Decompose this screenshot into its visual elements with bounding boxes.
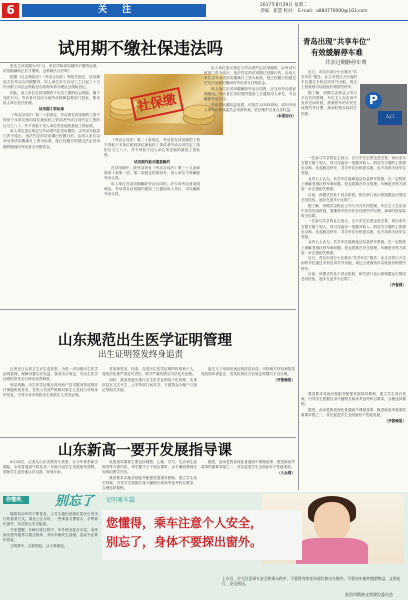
article1-column-2 bbox=[104, 138, 200, 308]
article3-credit: （大众网） bbox=[277, 470, 295, 475]
divider bbox=[0, 437, 296, 438]
paragraph: 用人单位在试用期解除劳动合同的，应当向劳动者说明理由。劳动者在试用期内提前三日通知用人单位，可以解除劳动合同。 bbox=[204, 87, 296, 102]
email-line: E-mail：a884770000@163.com bbox=[297, 9, 368, 14]
paragraph: 对违规签发、伪造、变造出生医学证明的机构和个人，将依法依规严肃追究责任，情节严重的移交司法机关处理。 bbox=[102, 367, 197, 377]
ad-footer: 上车后，应当注意乘车安全和乘车秩序，不要将身体任何部位伸出车窗外，不要向车窗外抛洒物品，文明出行，安全到达。 bbox=[222, 576, 401, 586]
paragraph: 《劳动合同法》第二十条规定，劳动者在试用期的工资不得低于本单位相同岗位最低档工资或者劳动合同约定工资的百分之八十，并不得低于用人单位所在地的最低工资标准。 bbox=[3, 113, 100, 128]
paragraph: 据悉，此举是我省深化普通高中课程改革、推进新高考改革的重要举措之一，旨在促进学生全面而有个性地发展。 bbox=[301, 407, 406, 418]
paragraph: 发展指导课程主要包括理想、心理、学习、生活和生涯规划等方面内容，每学期不少于规定课时，由专兼职教师共同承担教学任务。 bbox=[102, 460, 197, 475]
paragraph: 新生儿父母如发现证明信息有误，可持相关材料到原签发机构申请更正，签发机构应当在规定时限内予以办理。 bbox=[201, 367, 295, 377]
page-number: 6 bbox=[2, 3, 19, 18]
paragraph: 8月28日，记者从山东省教育厅获悉，自今年秋季新学期起，全省普通高中将在高一年级开设学生发展指导课程，帮助学生更好地认识自我、规划未来。 bbox=[3, 460, 98, 475]
paragraph: 据了解，该模式由物业公司与平台共同管理，车位主人在应用中发布空闲时段，需要停车的市民在线预约并付费，离场时按实际时长结算。 bbox=[301, 203, 406, 218]
paragraph: 近日，青岛市部分小区推出“共享车位”服务，业主可将白天空闲的车位通过手机应用对外出租，周边上班族则可以较低价格预约停车。 bbox=[301, 70, 357, 90]
paragraph: 《劳动合同法》第二十条规定，劳动者在试用期的工资不得低于本单位相同岗位最低档工资或者劳动合同约定工资的百分之八十，并不得低于用人单位所在地的最低工资标准。 bbox=[104, 138, 200, 158]
article3-column-2 bbox=[102, 460, 197, 490]
paragraph: 根据《社会保险法》《劳动合同法》等相关规定，试用期包含在劳动合同期限内，用人单位应当自用工之日起三十日内为职工向社会保险经办机构申请办理社会保险登记。 bbox=[3, 74, 100, 90]
paragraph: 据了解，该模式由物业公司与平台共同管理，车位主人在应用中发布空闲时段，需要停车的市民在线预约并付费，离场时按实际时长结算。 bbox=[301, 91, 357, 116]
sidebar-subhead: 共享过剩静停车费 bbox=[325, 60, 367, 66]
parking-sign-icon: P bbox=[365, 92, 382, 109]
paragraph: 规定明确，出生医学证明由具有助产技术服务资质的医疗保健机构签发，签发人员须严格核对新生儿及其父母的身份信息，不得为非本机构出生的新生儿签发证明。 bbox=[3, 382, 98, 398]
paragraph: 近日，青岛市部分小区推出“共享车位”服务，业主可将白天空闲的车位通过手机应用对外出租，周边上班族则可以较低价格预约停车。 bbox=[301, 256, 406, 271]
section-banner bbox=[22, 4, 206, 17]
article1-column-1 bbox=[3, 64, 100, 308]
child-shirt bbox=[296, 538, 368, 564]
slogan-panel bbox=[102, 510, 302, 560]
article2-subhead: 出生证明签发终身追责 bbox=[98, 350, 184, 360]
paragraph: 目前，该模式仍处于试点阶段，相关部门表示将根据运行情况总结经验，逐步在更多小区推广。 bbox=[301, 192, 406, 203]
paragraph: 据悉，此举是我省深化普通高中课程改革、推进新高考改革的重要举措之一，旨在促进学生全面而有个性地发展。 bbox=[201, 460, 295, 470]
divider bbox=[0, 309, 296, 310]
article3-headline: 山东新高一要开发展指导课 bbox=[58, 442, 232, 459]
sidebar-headline-2: 有效缓解停车难 bbox=[311, 48, 363, 57]
sidebar-column bbox=[301, 156, 406, 388]
header-divider bbox=[0, 20, 408, 21]
article1-column-3 bbox=[204, 66, 296, 308]
sidebar-column-bottom bbox=[301, 392, 406, 490]
article2-column-2 bbox=[102, 367, 197, 436]
article2-credit: （齐鲁晚报） bbox=[273, 377, 295, 382]
paragraph: 文明乘车，从我做起，从小事做起。 bbox=[10, 543, 68, 548]
paragraph: 目前，该模式仍处于试点阶段，相关部门表示将根据运行情况总结经验，逐步在更多小区推广。 bbox=[301, 272, 406, 282]
divider bbox=[0, 62, 296, 63]
article1-headline: 试用期不缴社保违法吗 bbox=[58, 39, 223, 58]
ad-tag: 你懂得， bbox=[3, 496, 29, 504]
section-title: 关 注 bbox=[98, 5, 138, 15]
paragraph: 业内人士认为，共享车位能够盘活存量停车资源，在一定程度上缓解老城区停车难问题，但也需要在安全管理、车辆进出等方面进一步完善相关制度。 bbox=[301, 240, 406, 255]
sidebar-headline-1: 青岛出现“共享车位” bbox=[303, 37, 371, 46]
paragraph: 劳动者如遇权益受损，可拨打12333咨询，或向劳动人事争议仲裁委员会申请仲裁，依法维护自身合法权益。 bbox=[204, 102, 296, 113]
ad-slogan-1: 您懂得，乘车注意个人安全， bbox=[106, 516, 263, 530]
paragraph: 用人单位在试用期解除劳动合同的，应当向劳动者说明理由。劳动者在试用期内提前三日通知用人单位，可以解除劳动合同。 bbox=[104, 181, 200, 196]
article3-column-3 bbox=[201, 460, 295, 490]
section-subtitle: 试用期工资标准 bbox=[38, 107, 65, 112]
paragraph: 同时，我省将逐步推行出生医学证明电子化管理，实现信息在卫生计生、公安等部门间共享，方便群众办理户口登记等相关手续。 bbox=[102, 377, 197, 393]
ad-signature: 滨西市精神文明建设委员会 bbox=[345, 592, 393, 597]
page-header bbox=[0, 0, 408, 22]
article2-column-1 bbox=[3, 367, 98, 436]
article2-headline: 山东规范出生医学证明管理 bbox=[58, 332, 232, 349]
article2-column-3 bbox=[201, 367, 295, 436]
section-subtitle: 试用期内能否随意解约 bbox=[134, 159, 170, 164]
paragraph: 我省要求各地各校配齐配强发展指导教师，建立学生成长档案，引导学生根据自身兴趣特长和高考选考科目要求，合理选择课程。 bbox=[102, 475, 197, 490]
paragraph: 专家提醒，车辆行驶过程中，车外情况复杂多变，身体探出窗外极易与路边物体、对向车辆发生刮碰，造成不必要的伤害。 bbox=[3, 527, 98, 543]
sidebar-credit-2: （齐鲁晚报） bbox=[384, 418, 406, 423]
stamp-graphic: 社保缴 bbox=[130, 87, 184, 121]
sidebar-credit: （齐鲁网） bbox=[388, 282, 406, 287]
article1-credit: （本报综合） bbox=[274, 113, 296, 118]
editor-line: 责编：崔慧 校对： bbox=[260, 9, 297, 14]
paragraph: 用人单位违反规定与劳动者约定试用期的，由劳动行政部门责令改正；违法约定的试用期已经履行的，由用人单位以劳动者试用期满月工资为标准，按已经履行的超过法定试用期的期间向劳动者支付赔偿金。 bbox=[204, 66, 296, 86]
ad-title: 文明乘车篇 bbox=[105, 497, 136, 504]
paragraph: 一位参与共享的业主表示，白天车位空着也是空着，拿出来共享既方便了别人，每月还能有一笔额外收入。附近写字楼的上班族也反映，比起路边停车，共享车位价格更实惠，也不用再为找车位发愁。 bbox=[301, 156, 406, 176]
ad-body-column bbox=[3, 512, 98, 586]
column-divider bbox=[298, 24, 299, 490]
parking-entry-sign: 入口 bbox=[378, 111, 402, 125]
paragraph: 张先生试用期为3个月，单位声称试用期内不缴纳社保，试用期满转正后才缴纳，这种做法合法吗？ bbox=[3, 64, 100, 74]
paragraph: 随着机动车的不断普及，公共交通仍是城市居民日常出行的重要方式。乘坐公交车时，一些乘客习惯将头、手臂伸出窗外，存在较大安全隐患。 bbox=[3, 512, 98, 527]
paragraph: 在试用期中，除劳动者有《劳动合同法》第三十九条和第四十条第一项、第二项规定的情形外，用人单位不得解除劳动合同。 bbox=[104, 165, 200, 181]
paragraph: 记者近日从省卫生计生委获悉，为进一步加强出生医学证明管理，保障母婴合法权益，我省出台规定，对出生医学证明的签发实行终身追责制度。 bbox=[3, 367, 98, 382]
paragraph: 业内人士认为，共享车位能够盘活存量停车资源，在一定程度上缓解老城区停车难问题，但也需要在安全管理、车辆进出等方面进一步完善相关制度。 bbox=[301, 177, 406, 192]
paragraph: 一位参与共享的业主表示，白天车位空着也是空着，拿出来共享既方便了别人，每月还能有一笔额外收入。附近写字楼的上班族也反映，比起路边停车，共享车位价格更实惠，也不用再为找车位发愁。 bbox=[301, 219, 406, 239]
sidebar-column-top bbox=[301, 70, 357, 154]
ad-slogan-2: 别忘了，身体不要探出窗外。 bbox=[106, 535, 263, 549]
header-info bbox=[260, 3, 367, 15]
paragraph: 我省要求各地各校配齐配强发展指导教师，建立学生成长档案，引导学生根据自身兴趣特长和高考选考科目要求，合理选择课程。 bbox=[301, 392, 406, 407]
article3-column-1 bbox=[3, 460, 98, 490]
child-face bbox=[314, 502, 350, 542]
paragraph: 因此，用人单位在试用期内不为员工缴纳社会保险，属于违法行为。劳动者可以向当地劳动保障监察部门投诉，要求用人单位依法补缴。 bbox=[3, 90, 100, 105]
issue-date: 2017年8月29日 星期二 bbox=[260, 3, 308, 8]
paragraph: 用人单位违反规定与劳动者约定试用期的，由劳动行政部门责令改正；违法约定的试用期已经履行的，由用人单位以劳动者试用期满月工资为标准，按已经履行的超过法定试用期的期间向劳动者支付赔偿金。 bbox=[3, 129, 100, 149]
ad-art-title: 别忘了 bbox=[55, 494, 95, 509]
